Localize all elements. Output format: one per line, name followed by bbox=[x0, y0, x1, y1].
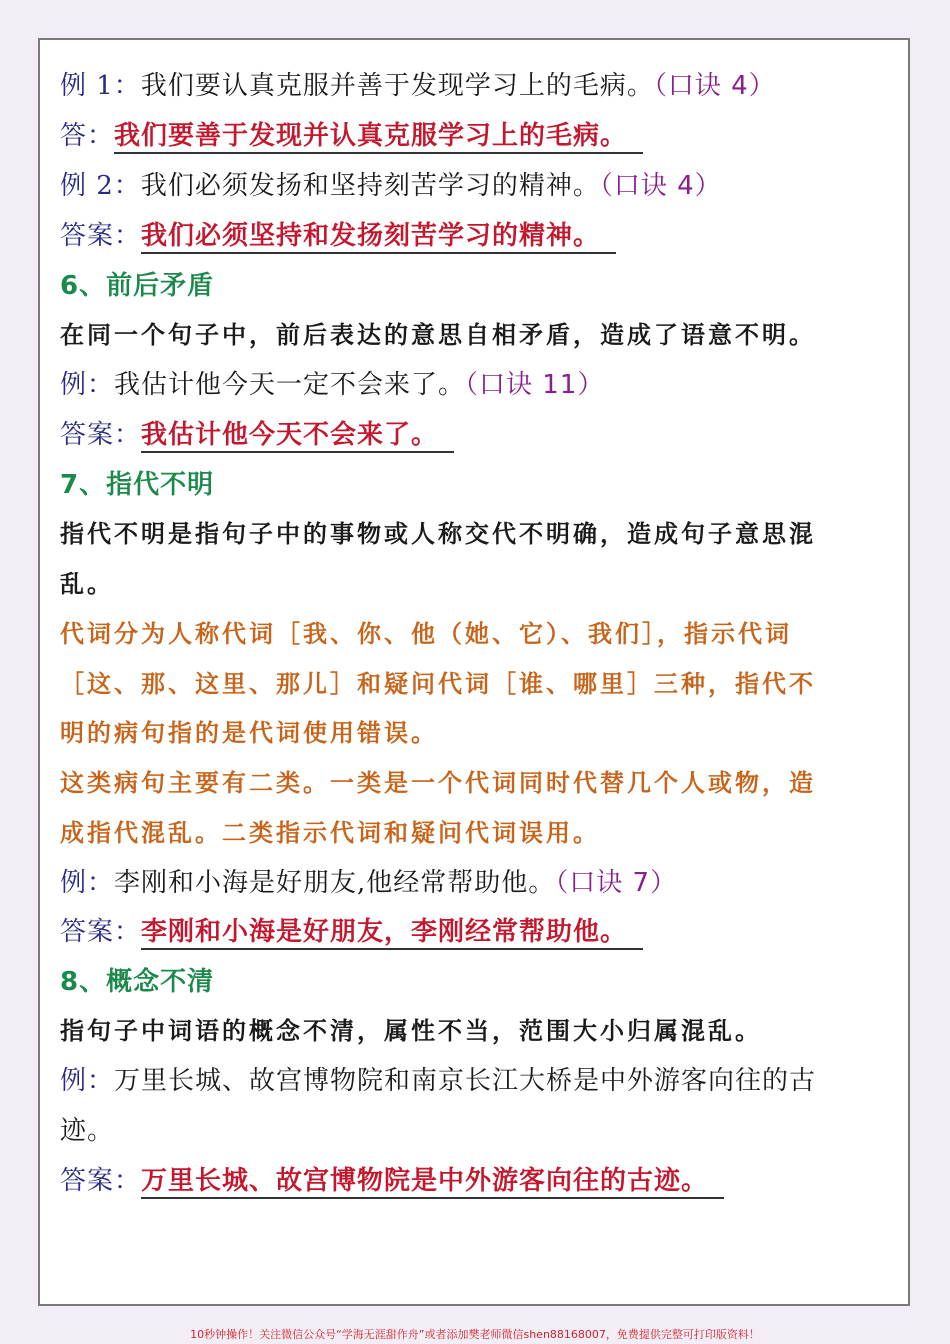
answer-text: 我们必须坚持和发扬刻苦学习的精神。 bbox=[141, 220, 616, 254]
example-text: 万里长城、故宫博物院和南京长江大桥是中外游客向往的古 bbox=[114, 1066, 817, 1096]
formula-tip: （口诀 4） bbox=[653, 71, 776, 101]
pronoun-note-line-5: 成指代混乱。二类指示代词和疑问代词误用。 bbox=[60, 818, 600, 847]
answer-label: 答案： bbox=[60, 1166, 142, 1196]
section-8-answer bbox=[60, 1163, 724, 1199]
example-1 bbox=[60, 68, 776, 104]
example-label: 例： bbox=[60, 370, 115, 400]
answer-label: 答案： bbox=[60, 221, 142, 251]
section-8-example-line-1 bbox=[60, 1063, 816, 1099]
section-7-description-line-1: 指代不明是指句子中的事物或人称交代不明确，造成句子意思混 bbox=[60, 519, 816, 548]
example-label: 例： bbox=[60, 1066, 115, 1096]
section-6-description: 在同一个句子中，前后表达的意思自相矛盾，造成了语意不明。 bbox=[60, 320, 816, 349]
formula-tip: （口诀 4） bbox=[599, 171, 722, 201]
answer-2 bbox=[60, 218, 616, 254]
answer-label: 答： bbox=[60, 121, 115, 151]
answer-label: 答案： bbox=[60, 917, 142, 947]
example-text: 我估计他今天一定不会来了。 bbox=[114, 370, 466, 400]
section-6-heading: 6、前后矛盾 bbox=[60, 271, 215, 301]
document-page bbox=[38, 38, 910, 1306]
section-7-example bbox=[60, 865, 677, 901]
section-6-example bbox=[60, 367, 604, 403]
section-7-heading: 7、指代不明 bbox=[60, 470, 215, 500]
pronoun-note-line-1: 代词分为人称代词［我、你、他（她、它）、我们］，指示代词 bbox=[60, 619, 792, 648]
pronoun-note-line-3: 明的病句指的是代词使用错误。 bbox=[60, 718, 438, 747]
section-7-answer bbox=[60, 914, 643, 950]
answer-text: 李刚和小海是好朋友，李刚经常帮助他。 bbox=[141, 916, 643, 950]
example-text: 我们要认真克服并善于发现学习上的毛病。 bbox=[140, 71, 654, 101]
section-8-heading: 8、概念不清 bbox=[60, 967, 215, 997]
answer-label: 答案： bbox=[60, 420, 142, 450]
example-label: 例： bbox=[60, 868, 115, 898]
example-text: 李刚和小海是好朋友,他经常帮助他。 bbox=[114, 868, 556, 898]
section-8-description: 指句子中词语的概念不清，属性不当，范围大小归属混乱。 bbox=[60, 1016, 762, 1045]
section-7-description-line-2: 乱。 bbox=[60, 569, 114, 598]
section-6-answer bbox=[60, 417, 454, 453]
footer-promo-text: 10秒钟操作！关注微信公众号“学海无涯甜作舟”或者添加樊老师微信shen88168007，免费提供完整可打印版资料！ bbox=[190, 1328, 760, 1341]
pronoun-note-line-2: ［这、那、这里、那儿］和疑问代词［谁、哪里］三种，指代不 bbox=[60, 669, 816, 698]
formula-tip: （口诀 7） bbox=[555, 868, 678, 898]
answer-text: 我估计他今天不会来了。 bbox=[141, 419, 454, 453]
formula-tip: （口诀 11） bbox=[465, 370, 605, 400]
example-2 bbox=[60, 168, 722, 204]
answer-text: 我们要善于发现并认真克服学习上的毛病。 bbox=[114, 120, 643, 154]
answer-text: 万里长城、故宫博物院是中外游客向往的古迹。 bbox=[141, 1165, 724, 1199]
example-label: 例 1： bbox=[60, 71, 141, 101]
pronoun-note-line-4: 这类病句主要有二类。一类是一个代词同时代替几个人或物，造 bbox=[60, 768, 816, 797]
example-label: 例 2： bbox=[60, 171, 141, 201]
answer-1 bbox=[60, 118, 643, 154]
example-text: 我们必须发扬和坚持刻苦学习的精神。 bbox=[140, 171, 600, 201]
section-8-example-line-2: 迹。 bbox=[60, 1116, 115, 1146]
